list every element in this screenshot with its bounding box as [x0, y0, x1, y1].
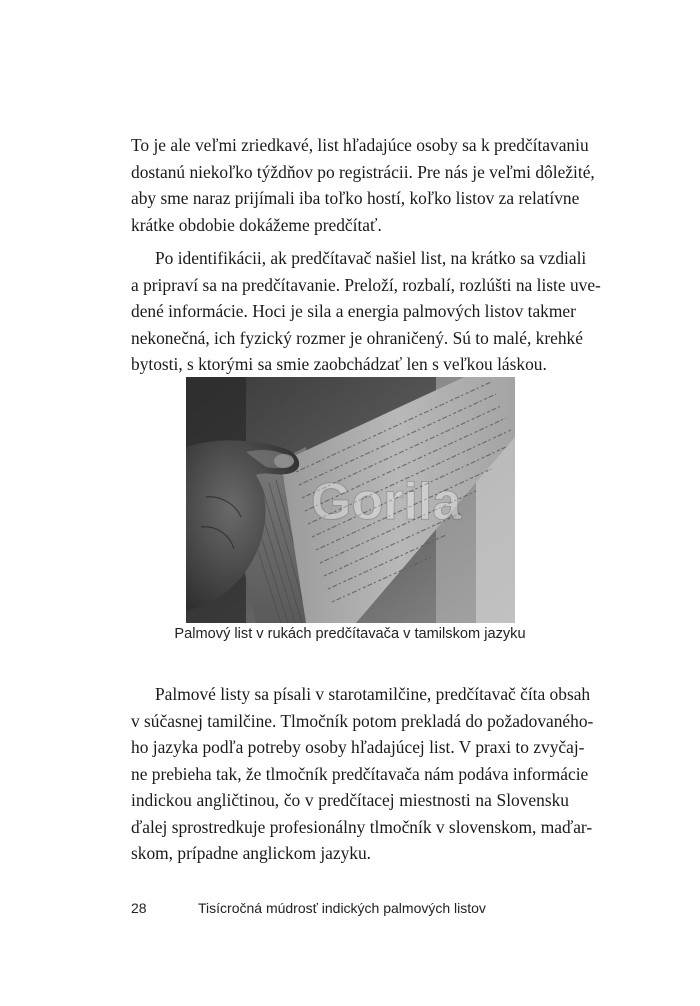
watermark-text: Gorila	[311, 473, 462, 531]
text-line: bytosti, s ktorými sa smie zaobchádzať len s veľkou láskou.	[131, 354, 547, 374]
palm-leaf-photo-illustration	[186, 377, 515, 623]
text-line: aby sme naraz prijímali iba toľko hostí, koľko listov za relatívne	[131, 188, 580, 208]
page-number: 28	[131, 900, 147, 916]
text-line: indickou angličtinou, čo v predčítacej miestnosti na Slovensku	[131, 790, 569, 810]
text-line: a pripraví sa na predčítavanie. Preloží, rozbalí, rozlúšti na liste uve-	[131, 274, 601, 295]
text-line: dostanú niekoľko týždňov po registrácii. Pre nás je veľmi dôležité,	[131, 161, 595, 182]
running-title: Tisícročná múdrosť indických palmových listov	[198, 900, 486, 916]
paragraph-2	[131, 245, 601, 378]
text-line: ne prebieha tak, že tlmočník predčítavača nám podáva informácie	[131, 763, 589, 784]
paragraph-3	[131, 681, 594, 867]
figure-caption: Palmový list v rukách predčítavača v tamilskom jazyku	[174, 626, 526, 642]
text-line: Palmové listy sa písali v starotamilčine, predčítavač číta obsah	[155, 684, 591, 704]
text-line: Po identifikácii, ak predčítavač našiel list, na krátko sa vzdiali	[155, 248, 587, 268]
text-line: ďalej sprostredkuje profesionálny tlmočník v slovenskom, maďar-	[131, 816, 593, 837]
text-line: skom, prípadne anglickom jazyku.	[131, 843, 372, 863]
text-line: dené informácie. Hoci je sila a energia palmových listov takmer	[131, 301, 576, 321]
paragraph-1	[131, 132, 595, 238]
text-line: ho jazyka podľa potreby osoby hľadajúcej list. V praxi to zvyčaj-	[131, 737, 585, 757]
palm-leaf-photo	[186, 377, 515, 623]
text-line: krátke obdobie dokážeme predčítať.	[131, 214, 382, 235]
text-line: To je ale veľmi zriedkavé, list hľadajúce osoby sa k predčítavaniu	[131, 135, 589, 155]
text-line: v súčasnej tamilčine. Tlmočník potom prekladá do požadovaného-	[131, 710, 594, 731]
text-line: nekonečná, ich fyzický rozmer je ohraničený. Sú to malé, krehké	[131, 327, 583, 348]
